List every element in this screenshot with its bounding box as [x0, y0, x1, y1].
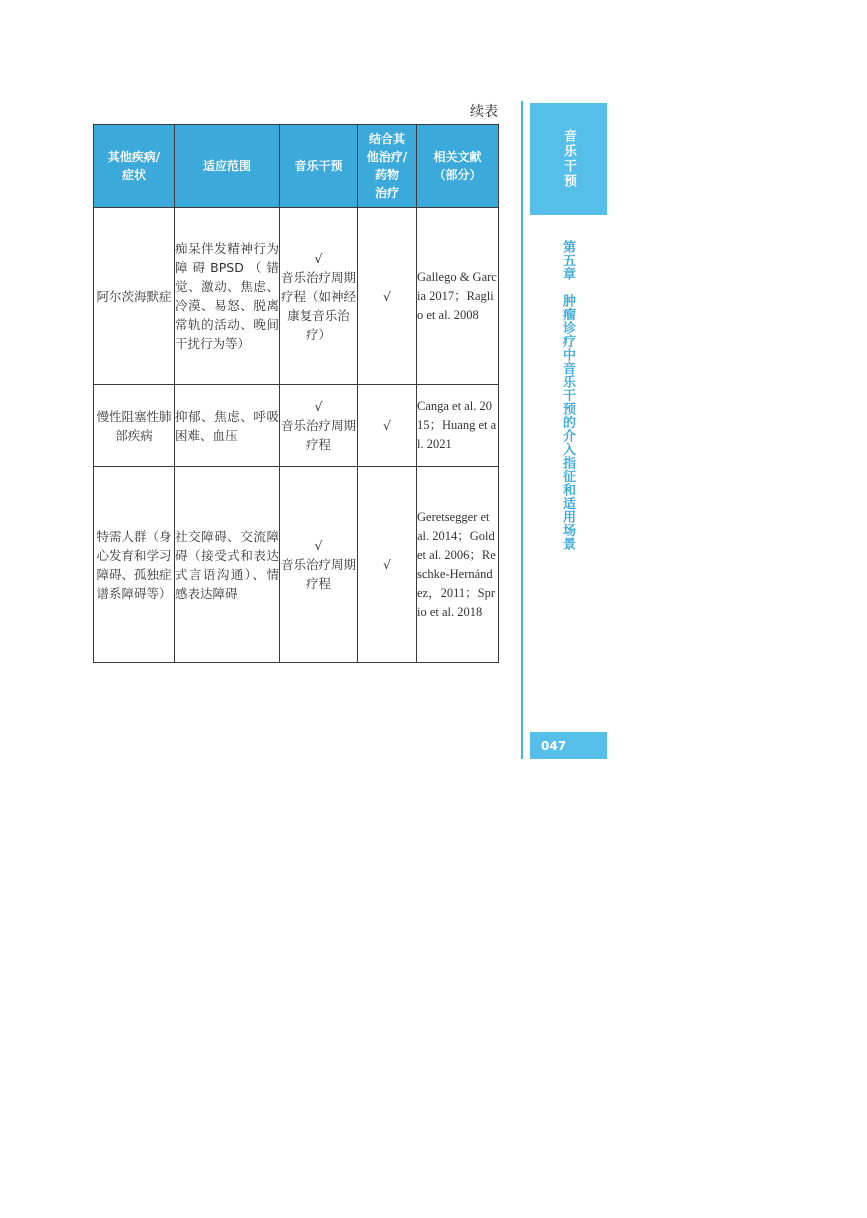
scope-cell: 抑郁、焦虑、呼吸困难、血压: [175, 385, 280, 467]
table-row: [94, 467, 499, 663]
chapter-title: 第五章 肿瘤诊疗中音乐干预的介入指征和适用场景: [560, 240, 575, 551]
scope-cell: 痴呆伴发精神行为障碍BPSD（错觉、激动、焦虑、冷漠、易怒、脱离常轨的活动、晚间干扰行为等）: [175, 208, 280, 385]
music-intervention-text: 音乐治疗周期疗程: [280, 557, 356, 591]
references-cell: Gallego & Garcia 2017；Raglio et al. 2008: [417, 208, 499, 385]
scope-cell: 社交障碍、交流障碍（接受式和表达式言语沟通）、情感表达障碍: [175, 467, 280, 663]
combined-therapy-cell: √: [358, 208, 417, 385]
header-disease: 其他疾病/ 症状: [94, 125, 175, 208]
table-row: [94, 385, 499, 467]
table-header-row: [94, 125, 499, 208]
section-tab: 音乐干预: [530, 103, 607, 215]
disease-cell: 阿尔茨海默症: [94, 208, 175, 385]
references-cell: Canga et al. 2015；Huang et al. 2021: [417, 385, 499, 467]
page-number: 047: [530, 732, 607, 759]
check-mark: √: [314, 250, 323, 266]
music-intervention-cell: [280, 385, 358, 467]
header-scope: 适应范围: [175, 125, 280, 208]
combined-therapy-cell: √: [358, 467, 417, 663]
disease-cell: 慢性阻塞性肺部疾病: [94, 385, 175, 467]
disease-cell: 特需人群（身心发育和学习障碍、孤独症谱系障碍等）: [94, 467, 175, 663]
continued-table-label: 续表: [470, 104, 498, 120]
music-intervention-text: 音乐治疗周期疗程（如神经康复音乐治疗）: [280, 269, 356, 342]
check-mark: √: [314, 399, 323, 414]
music-intervention-cell: [280, 467, 358, 663]
references-cell: Geretsegger et al. 2014；Gold et al. 2006；Reschke-Hernández，2011；Sprio et al. 2018: [417, 467, 499, 663]
margin-divider-line: [521, 101, 523, 759]
music-intervention-text: 音乐治疗周期疗程: [280, 418, 356, 452]
table-row: [94, 208, 499, 385]
header-combined-therapy: 结合其 他治疗/ 药物 治疗: [358, 125, 417, 208]
header-music-intervention: 音乐干预: [280, 125, 358, 208]
combined-therapy-cell: √: [358, 385, 417, 467]
header-references: 相关文献 （部分）: [417, 125, 499, 208]
indications-table: [93, 124, 499, 663]
music-intervention-cell: [280, 208, 358, 385]
check-mark: √: [314, 538, 323, 553]
